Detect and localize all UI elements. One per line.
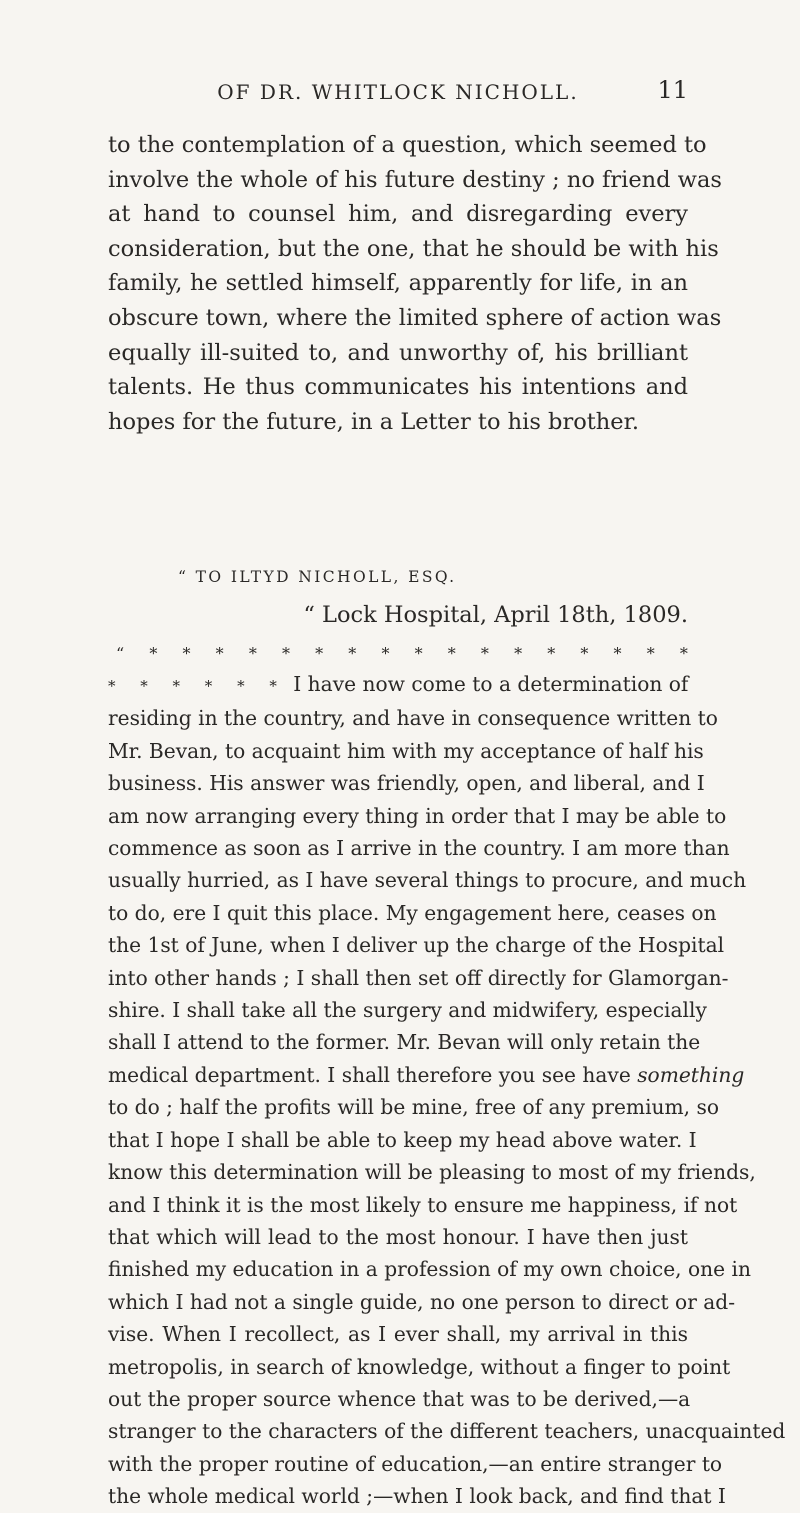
text-line: commence as soon as I arrive in the country. I am more than: [108, 836, 730, 861]
text-line: am now arranging every thing in order that I may be able to: [108, 803, 727, 828]
star-glyph: *: [613, 644, 622, 663]
text-line: metropolis, in search of knowledge, without a finger to point: [108, 1354, 731, 1379]
intro-paragraph: [108, 128, 722, 439]
star-glyph: *: [381, 644, 390, 663]
text-line: involve the whole of his future destiny ; no friend was: [108, 166, 722, 193]
ellipsis-stars: * * * * * *: [108, 677, 287, 695]
text-line: that I hope I shall be able to keep my head above water. I: [108, 1127, 697, 1152]
star-glyph: *: [514, 644, 523, 663]
star-glyph: *: [281, 644, 290, 663]
star-glyph: *: [580, 644, 589, 663]
text-line: vise. When I recollect, as I ever shall, my arrival in this: [108, 1322, 688, 1347]
star-glyph: *: [348, 644, 357, 663]
text-line: into other hands ; I shall then set off directly for Glamorgan-: [108, 965, 729, 990]
text-line: and I think it is the most likely to ensure me happiness, if not: [108, 1192, 738, 1217]
text-line: Mr. Bevan, to acquaint him with my acceptance of half his: [108, 738, 704, 763]
star-glyph: *: [215, 644, 224, 663]
text-line: to do ; half the profits will be mine, free of any premium, so: [108, 1095, 720, 1120]
star-glyph: *: [480, 644, 489, 663]
star-glyph: *: [547, 644, 556, 663]
text-line: the 1st of June, when I deliver up the charge of the Hospital: [108, 933, 725, 958]
text-line: at hand to counsel him, and disregarding every: [108, 201, 688, 228]
text-line: obscure town, where the limited sphere of action was: [108, 304, 722, 331]
star-glyph: *: [315, 644, 324, 663]
star-glyph: *: [447, 644, 456, 663]
letter-first-line: [108, 668, 688, 702]
text-line: talents. He thus communicates his intentions and: [108, 374, 688, 401]
text-line-with-emphasis: medical department. I shall therefore you see have something: [108, 1062, 745, 1087]
ellipsis-stars-row: [116, 644, 688, 663]
text-line: shire. I shall take all the surgery and midwifery, especially: [108, 998, 707, 1023]
emphasized-word: something: [637, 1062, 745, 1087]
letter-addressee: [108, 568, 688, 586]
page-number: 11: [657, 76, 688, 104]
text-line: which I had not a single guide, no one person to direct or ad-: [108, 1289, 736, 1314]
text-line: hopes for the future, in a Letter to his brother.: [108, 408, 640, 435]
star-glyph: *: [414, 644, 423, 663]
text-line: with the proper routine of education,—an entire stranger to: [108, 1451, 723, 1476]
text-line: family, he settled himself, apparently for life, in an: [108, 270, 688, 297]
text-line: finished my education in a profession of my own choice, one in: [108, 1257, 751, 1282]
letter-dateline: “ Lock Hospital, April 18th, 1809.: [303, 602, 688, 628]
addressee-text: “ TO ILTYD NICHOLL, ESQ.: [178, 568, 457, 586]
text-line: residing in the country, and have in consequence written to: [108, 706, 718, 731]
text-line: stranger to the characters of the different teachers, unacquainted: [108, 1419, 786, 1444]
first-line-text: I have now come to a determination of: [293, 672, 689, 696]
star-glyph: *: [646, 644, 655, 663]
text-line: to do, ere I quit this place. My engagement here, ceases on: [108, 900, 717, 925]
star-glyph: *: [182, 644, 191, 663]
running-title: OF DR. WHITLOCK NICHOLL.: [217, 80, 579, 104]
text-line: shall I attend to the former. Mr. Bevan will only retain the: [108, 1030, 701, 1055]
text-line: business. His answer was friendly, open, and liberal, and I: [108, 771, 705, 796]
text-line: know this determination will be pleasing to most of my friends,: [108, 1160, 756, 1185]
star-glyph: *: [149, 644, 158, 663]
text-line: equally ill-suited to, and unworthy of, his brilliant: [108, 339, 688, 366]
star-glyph: *: [248, 644, 257, 663]
text-line: to the contemplation of a question, which seemed to: [108, 132, 707, 158]
text-line: usually hurried, as I have several things to procure, and much: [108, 868, 747, 893]
letter-body: [108, 668, 786, 1513]
text-line: the whole medical world ;—when I look back, and find that I: [108, 1484, 726, 1509]
text-line: that which will lead to the most honour. I have then just: [108, 1224, 688, 1249]
text-line: out the proper source whence that was to be derived,—a: [108, 1386, 691, 1411]
text-line: consideration, but the one, that he should be with his: [108, 235, 719, 262]
star-glyph: *: [679, 644, 688, 663]
running-head: [108, 76, 688, 110]
star-glyph: “: [116, 644, 125, 663]
